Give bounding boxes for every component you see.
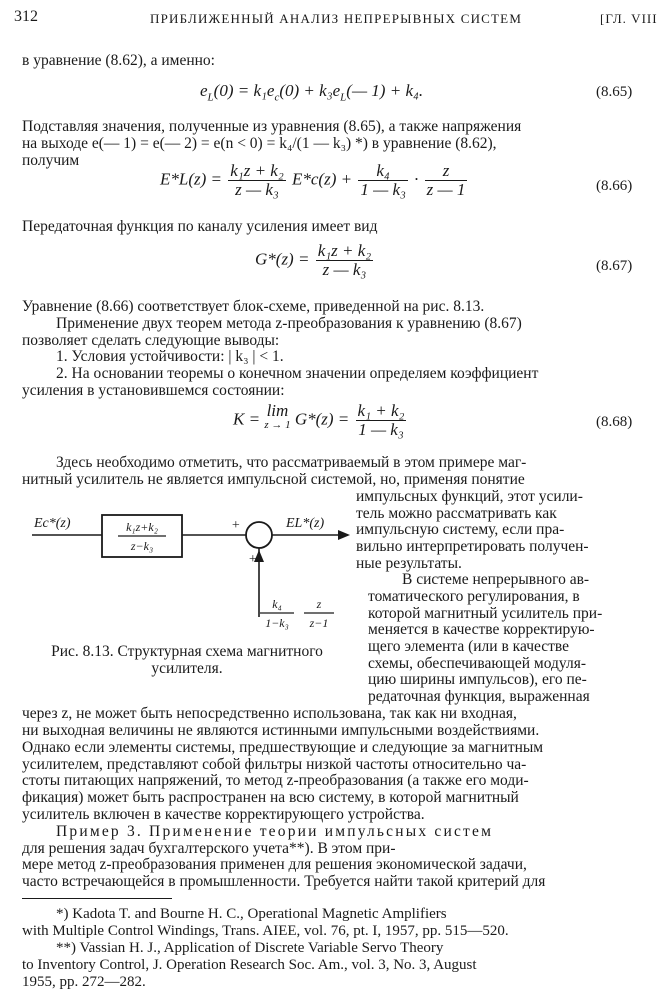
text-line: Передаточная функция по каналу усиления имеет вид — [22, 218, 378, 235]
text-line: получим — [22, 152, 80, 169]
feedback-denominator-1: 1−k₃ — [265, 616, 289, 630]
feedback-denominator-2: z−1 — [309, 616, 329, 630]
text-line: нитный усилитель не является импульсной системой, но, применяя понятие — [22, 471, 525, 488]
equation-number-8-68: (8.68) — [596, 414, 633, 430]
text-line: ни выходная величины не являются истинными импульсными воздействиями. — [22, 722, 540, 739]
text-line: импульсную систему, если пра- — [356, 521, 565, 538]
text-line: щего элемента (или в качестве — [368, 638, 570, 655]
example-heading: Пример 3. Применение теории импульсных систем — [56, 823, 494, 840]
text-line: редаточная функция, выраженная — [368, 688, 590, 705]
footnote-line: with Multiple Control Windings, Trans. AIEE, vol. 76, pt. I, 1957, pp. 515—520. — [22, 923, 509, 939]
plus-sign-left: + — [248, 552, 258, 567]
text-line: стоты питающих напряжений, то метод z-преобразования (а также его моди- — [22, 772, 529, 789]
text-line: Однако если элементы системы, предшествующие и следующие за магнитным — [22, 739, 544, 756]
text-line: для решения задач бухгалтерского учета**). В этом при- — [22, 840, 396, 857]
text-line: импульсных функций, этот усили- — [356, 488, 583, 505]
equation-number-8-65: (8.65) — [596, 84, 633, 100]
text-line: часто встречающейся в промышленности. Требуется найти такой критерий для — [22, 873, 546, 890]
equation-8-65: $e_L(0) = k_1e_c(0)$ + $k_3e_L(—$ 1) + k₄. — [200, 81, 424, 104]
text-line: Уравнение (8.66) соответствует блок-схеме, приведенной на рис. 8.13. — [22, 298, 485, 315]
intro-line: в уравнение (8.62), а именно: — [22, 52, 215, 69]
summing-junction — [246, 522, 272, 548]
text-line: на выходе e(— 1) = e(— 2) = e(n < 0) = k₄/(1 — k₃) *) в уравнение (8.62), — [22, 135, 497, 152]
feedback-numerator-1: k₄ — [272, 597, 282, 611]
text-line: усилителем, представляют собой фильтры низкой частоты относительно ча- — [22, 756, 527, 773]
text-line: позволяет сделать следующие выводы: — [22, 332, 280, 349]
text-line: Применение двух теорем метода z-преобразования к уравнению (8.67) — [56, 315, 522, 332]
equation-number-8-66: (8.66) — [596, 178, 633, 194]
text-line: которой магнитный усилитель при- — [368, 605, 603, 622]
arrow-head-icon — [338, 530, 350, 540]
text-line: меняется в качестве корректирую- — [368, 621, 595, 638]
text-line: тель можно рассматривать как — [356, 505, 557, 522]
footnote-line: **) Vassian H. J., Application of Discrete Variable Servo Theory — [56, 940, 444, 956]
text-line: В системе непрерывного ав- — [402, 571, 590, 588]
figure-caption: Рис. 8.13. Структурная схема магнитного усилителя. — [51, 643, 323, 677]
equation-number-8-67: (8.67) — [596, 258, 633, 274]
text-line: через z, не может быть непосредственно использована, так как ни входная, — [22, 705, 517, 722]
block-numerator: k₁z+k₂ — [126, 520, 158, 534]
text-line: вильно интерпретировать получен- — [356, 538, 589, 555]
text-line: усилитель включен в качестве корректирующего устройства. — [22, 806, 425, 823]
text-line: 2. На основании теоремы о конечном значении определяем коэффициент — [56, 365, 539, 382]
text-line: томатического регулирования, в — [368, 588, 580, 605]
plus-sign-top: + — [231, 518, 241, 533]
feedback-numerator-2: z — [316, 597, 322, 611]
text-line: Здесь необходимо отметить, что рассматриваемый в этом примере маг- — [56, 454, 527, 471]
block-denominator: z−k₃ — [130, 539, 154, 553]
footnote-divider — [22, 898, 172, 899]
text-line: цию ширины импульсов), его пе- — [368, 671, 587, 688]
output-label: EL*(z) — [286, 516, 325, 531]
text-line: мере метод z-преобразования применен для решения экономической задачи, — [22, 856, 527, 873]
input-label: Ec*(z) — [34, 516, 71, 531]
running-title: ПРИБЛИЖЕННЫЙ АНАЛИЗ НЕПРЕРЫВНЫХ СИСТЕМ — [150, 11, 523, 26]
equation-8-67: G*(z) = $\frac{\text{k₁z + k₂}}{\text{z — k₃}}$ — [255, 241, 372, 279]
text-line: Подставляя значения, полученные из уравнения (8.65), а также напряжения — [22, 118, 522, 135]
footnote-line: to Inventory Control, J. Operation Research Soc. Am., vol. 3, No. 3, August — [22, 957, 477, 973]
chapter-label: [ГЛ. VIII — [600, 11, 658, 26]
text-line: схемы, обеспечивающей модуля- — [368, 655, 586, 672]
equation-8-68: K = lim z → 1 G*(z) = $\frac{\text{k₁ + k₂}}{\text{1 — k₃}}$ — [233, 401, 405, 439]
footnote-line: 1955, pp. 272—282. — [22, 974, 146, 990]
block-diagram — [28, 505, 358, 645]
page-number: 312 — [14, 8, 38, 25]
text-line: 1. Условия устойчивости: | k₃ | < 1. — [56, 348, 284, 365]
text-line: фикация) может быть распространен на всю систему, в которой магнитный — [22, 789, 519, 806]
equation-8-66: E*L(z) = $\frac{\text{k₁z + k₂}}{\text{z — k₃}}$ E*c(z) + $\frac{\text{k₄}}{\text{1 — k₃}}$ · $\frac{z}{z — 1}$ — [160, 161, 466, 199]
footnote-line: *) Kadota T. and Bourne H. C., Operational Magnetic Amplifiers — [56, 906, 447, 922]
text-line: усиления в установившемся состоянии: — [22, 382, 285, 399]
text-line: ные результаты. — [356, 555, 462, 572]
